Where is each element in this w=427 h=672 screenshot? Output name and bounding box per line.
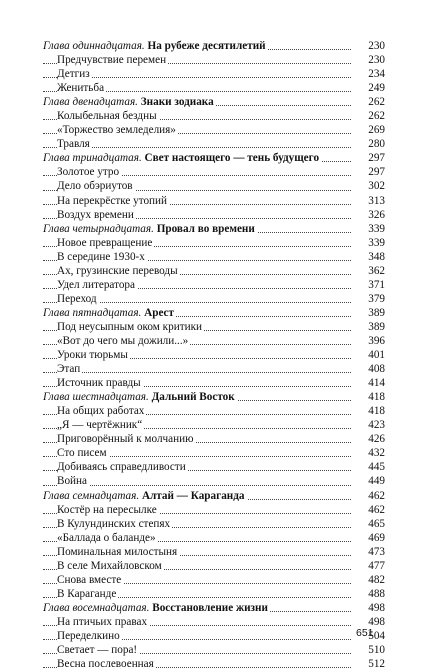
section-title: В Кулундинских степях: [57, 517, 171, 530]
section-title: Травля: [57, 138, 90, 151]
section-entry: [43, 208, 385, 222]
section-entry: [43, 587, 385, 601]
chapter-heading: [43, 602, 270, 614]
entry-page-number: 249: [356, 81, 385, 95]
section-entry: [43, 334, 385, 348]
entry-page-number: 389: [356, 320, 385, 334]
section-title: Костёр на пересылке: [57, 503, 157, 516]
section-entry: [43, 320, 385, 334]
chapter-number: Глава двенадцатая.: [43, 96, 138, 109]
section-title: «Баллада о баланде»: [57, 531, 156, 544]
dot-leader: [43, 485, 351, 486]
chapter-title: Арест: [144, 306, 175, 319]
chapter-title: Восстановление жизни: [152, 601, 268, 614]
entry-page-number: 396: [356, 334, 385, 348]
entry-page-number: 313: [356, 194, 385, 208]
chapter-heading: [43, 307, 176, 319]
chapter-heading: [43, 223, 257, 235]
section-entry: [43, 278, 385, 292]
entry-page-number: 465: [356, 517, 385, 531]
section-title: Весна послевоенная: [57, 658, 154, 671]
chapter-title: Дальний Восток: [151, 391, 235, 404]
section-title: Сто писем: [57, 447, 107, 460]
section-entry: [43, 418, 385, 432]
section-entry: [43, 643, 385, 657]
section-title: Воздух времени: [57, 208, 134, 221]
entry-page-number: 379: [356, 292, 385, 306]
section-entry: [43, 629, 385, 643]
section-entry: [43, 67, 385, 81]
section-title: Источник правды: [57, 377, 141, 390]
entry-page-number: 401: [356, 348, 385, 362]
section-entry: [43, 474, 385, 488]
section-entry: [43, 348, 385, 362]
section-title: Приговорённый к молчанию: [57, 433, 194, 446]
entry-page-number: 297: [356, 151, 385, 165]
section-title: На перекрёстке утопий: [57, 194, 168, 207]
chapter-entry: [43, 390, 385, 404]
chapter-number: Глава тринадцатая.: [43, 152, 142, 165]
section-title: В селе Михайловском: [57, 559, 162, 572]
section-title: Этап: [57, 363, 81, 376]
section-entry: [43, 559, 385, 573]
chapter-title: Свет настоящего — тень будущего: [144, 152, 320, 165]
entry-page-number: 234: [356, 67, 385, 81]
section-title: В Караганде: [57, 587, 117, 600]
section-entry: [43, 123, 385, 137]
section-entry: [43, 194, 385, 208]
chapter-number: Глава восемнадцатая.: [43, 601, 150, 614]
section-entry: [43, 573, 385, 587]
chapter-number: Глава шестнадцатая.: [43, 391, 149, 404]
dot-leader: [43, 372, 351, 373]
section-entry: [43, 460, 385, 474]
entry-page-number: 482: [356, 573, 385, 587]
entry-page-number: 426: [356, 432, 385, 446]
section-entry: [43, 657, 385, 671]
entry-page-number: 339: [356, 236, 385, 250]
chapter-heading: [43, 152, 321, 164]
section-title: Война: [57, 475, 87, 488]
entry-page-number: 262: [356, 95, 385, 109]
section-title: Удел литератора: [57, 278, 135, 291]
chapter-heading: [43, 40, 268, 52]
chapter-entry: [43, 306, 385, 320]
entry-page-number: 488: [356, 587, 385, 601]
chapter-title: Алтай — Караганда: [141, 489, 245, 502]
chapter-title: Знаки зодиака: [140, 96, 214, 109]
entry-page-number: 469: [356, 531, 385, 545]
section-title: Предчувствие перемен: [57, 54, 167, 67]
entry-page-number: 462: [356, 503, 385, 517]
section-title: Снова вместе: [57, 573, 122, 586]
entry-page-number: 297: [356, 165, 385, 179]
section-title: В середине 1930-х: [57, 250, 145, 263]
entry-page-number: 230: [356, 53, 385, 67]
section-title: Дело обэриутов: [57, 180, 133, 193]
chapter-number: Глава семнадцатая.: [43, 489, 140, 502]
entry-page-number: 445: [356, 460, 385, 474]
entry-page-number: 262: [356, 109, 385, 123]
entry-page-number: 371: [356, 278, 385, 292]
section-entry: [43, 362, 385, 376]
entry-page-number: 339: [356, 222, 385, 236]
entry-page-number: 423: [356, 418, 385, 432]
section-entry: [43, 404, 385, 418]
entry-page-number: 512: [356, 657, 385, 671]
entry-page-number: 302: [356, 179, 385, 193]
section-entry: [43, 264, 385, 278]
section-entry: [43, 236, 385, 250]
chapter-entry: [43, 39, 385, 53]
section-title: Светает — пора!: [57, 644, 138, 657]
chapter-entry: [43, 222, 385, 236]
entry-page-number: 230: [356, 39, 385, 53]
section-entry: [43, 517, 385, 531]
entry-page-number: 389: [356, 306, 385, 320]
section-title: «Вот до чего мы дожили...»: [57, 334, 189, 347]
entry-page-number: 418: [356, 404, 385, 418]
section-entry: [43, 615, 385, 629]
section-entry: [43, 292, 385, 306]
section-title: „Я — чертёжник“: [57, 419, 143, 432]
entry-page-number: 462: [356, 489, 385, 503]
section-title: «Торжество земледелия»: [57, 124, 176, 137]
section-entry: [43, 137, 385, 151]
section-title: Ах, грузинские переводы: [57, 264, 178, 277]
chapter-number: Глава одиннадцатая.: [43, 40, 145, 52]
entry-page-number: 477: [356, 559, 385, 573]
entry-page-number: 449: [356, 474, 385, 488]
chapter-title: На рубеже десятилетий: [147, 40, 266, 52]
section-entry: [43, 503, 385, 517]
section-title: Детгиз: [57, 68, 90, 81]
entry-page-number: 408: [356, 362, 385, 376]
chapter-entry: [43, 151, 385, 165]
entry-page-number: 269: [356, 123, 385, 137]
section-title: Поминальная милостыня: [57, 545, 178, 558]
entry-page-number: 498: [356, 615, 385, 629]
section-entry: [43, 376, 385, 390]
chapter-entry: [43, 601, 385, 615]
entry-page-number: 280: [356, 137, 385, 151]
chapter-heading: [43, 490, 247, 502]
section-title: Переход: [57, 292, 97, 305]
section-title: Женитьба: [57, 82, 105, 95]
section-title: Добиваясь справедливости: [57, 461, 186, 474]
entry-page-number: 362: [356, 264, 385, 278]
entry-page-number: 348: [356, 250, 385, 264]
section-title: На общих работах: [57, 405, 145, 418]
section-entry: [43, 165, 385, 179]
entry-page-number: 326: [356, 208, 385, 222]
section-title: Переделкино: [57, 629, 120, 642]
section-entry: [43, 109, 385, 123]
chapter-entry: [43, 95, 385, 109]
section-title: Новое превращение: [57, 236, 153, 249]
section-entry: [43, 446, 385, 460]
chapter-number: Глава пятнадцатая.: [43, 306, 142, 319]
section-title: На птичьих правах: [57, 615, 148, 628]
section-title: Уроки тюрьмы: [57, 349, 128, 362]
entry-page-number: 418: [356, 390, 385, 404]
entry-page-number: 510: [356, 643, 385, 657]
section-title: Под неусыпным оком критики: [57, 320, 202, 333]
entry-page-number: 432: [356, 446, 385, 460]
chapter-number: Глава четырнадцатая.: [43, 222, 154, 235]
entry-page-number: 498: [356, 601, 385, 615]
chapter-heading: [43, 96, 216, 108]
section-entry: [43, 545, 385, 559]
chapter-entry: [43, 489, 385, 503]
page-number: 651: [356, 627, 374, 639]
section-entry: [43, 81, 385, 95]
entry-page-number: 473: [356, 545, 385, 559]
chapter-title: Провал во времени: [156, 222, 255, 235]
section-entry: [43, 250, 385, 264]
section-entry: [43, 179, 385, 193]
chapter-heading: [43, 391, 237, 403]
section-entry: [43, 531, 385, 545]
table-of-contents: [43, 39, 385, 671]
entry-page-number: 414: [356, 376, 385, 390]
section-entry: [43, 432, 385, 446]
section-title: Золотое утро: [57, 166, 120, 179]
entry-page-number: 504: [356, 629, 385, 643]
section-title: Колыбельная бездны: [57, 110, 157, 123]
section-entry: [43, 53, 385, 67]
